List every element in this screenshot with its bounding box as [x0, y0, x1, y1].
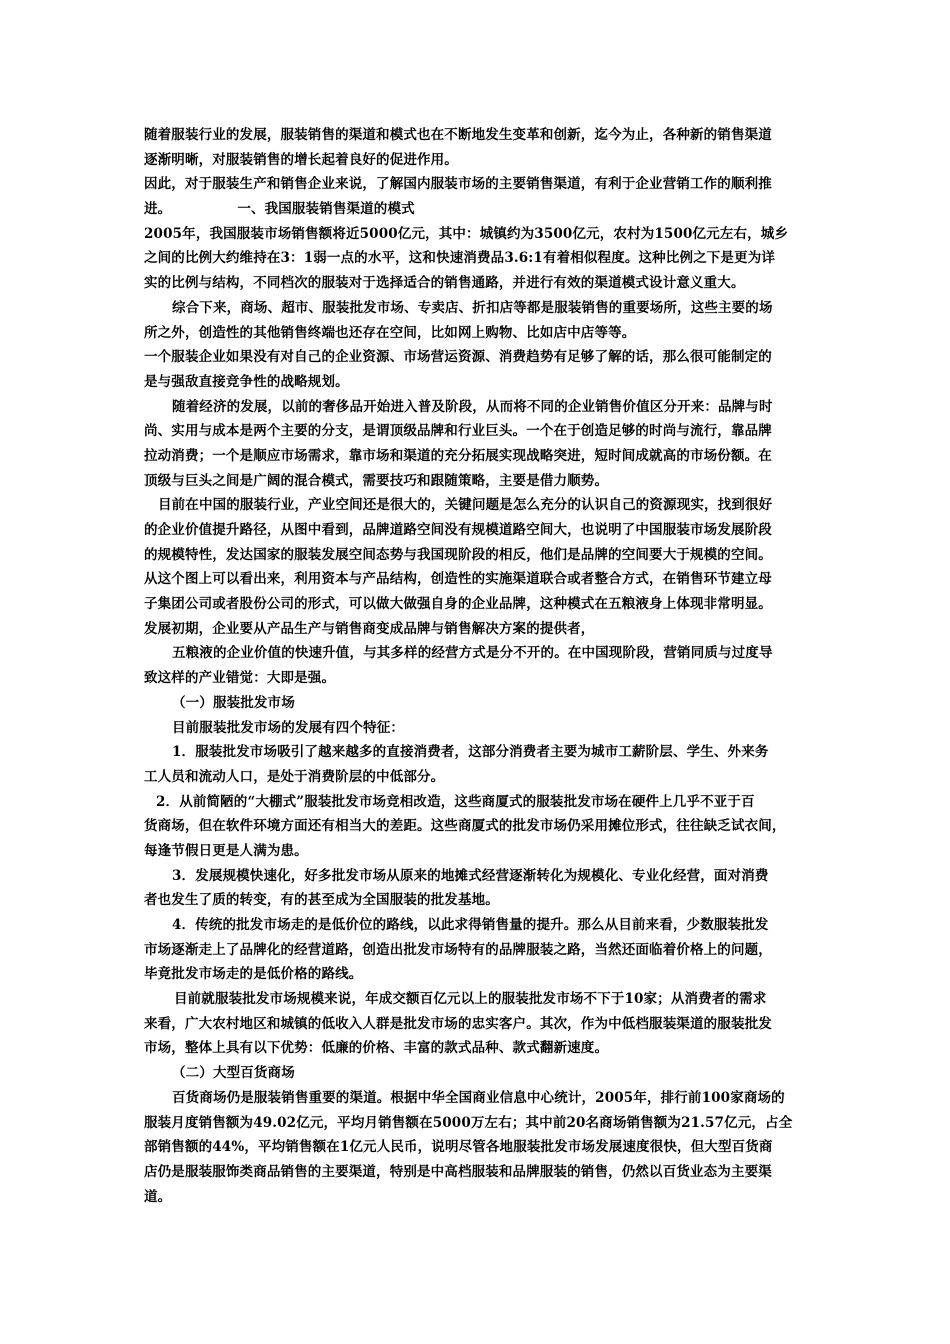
text-line: 市场，整体上具有以下优势：低廉的价格、丰富的款式品种、款式翻新速度。 — [144, 1040, 609, 1057]
text-line: 货商场，但在软件环境方面还有相当大的差距。这些商厦式的批发市场仍采用摊位形式，往往缺乏试衣间， — [144, 818, 786, 835]
text-line: 毕竟批发市场走的是低价格的路线。 — [144, 966, 363, 983]
text-line: 五粮液的企业价值的快速升值，与其多样的经营方式是分不开的。在中国现阶段，营销同质与过度导 — [172, 645, 773, 662]
section-heading: 一、我国服装销售渠道的模式 — [237, 201, 415, 218]
text-line: 尚、实用与成本是两个主要的分支，是谓顶级品牌和行业巨头。一个在于创造足够的时尚与流行，靠品牌 — [144, 423, 772, 440]
text-line: 拉动消费；一个是顺应市场需求，靠市场和渠道的充分拓展实现战略突进，短时间成就高的市场份额。在 — [144, 447, 772, 464]
text-line: 一个服装企业如果没有对自己的企业资源、市场营运资源、消费趋势有足够了解的话，那么很可能制定的 — [144, 349, 772, 366]
text-line: 之间的比例大约维持在3：1弱一点的水平，这和快速消费品3.6:1有着相似程度。这种比例之下是更为详 — [144, 250, 775, 267]
text-line: 来看，广大农村地区和城镇的低收入人群是批发市场的忠实客户。其次，作为中低档服装渠道的服装批发 — [144, 1015, 772, 1032]
text-line: 因此，对于服装生产和销售企业来说，了解国内服装市场的主要销售渠道，有利于企业营销工作的顺利推 — [144, 176, 772, 193]
list-item: 4．传统的批发市场走的是低价位的路线，以此求得销售量的提升。那么从目前来看，少数服装批发 — [172, 917, 769, 933]
text-line: 工人员和流动人口，是处于消费阶层的中低部分。 — [144, 768, 445, 785]
text-fragment: 进。 — [144, 201, 172, 218]
list-item: 1．服装批发市场吸引了越来越多的直接消费者，这部分消费者主要为城市工薪阶层、学生、外来务 — [172, 744, 769, 761]
text-line: 顶级与巨头之间是广阔的混合模式，需要技巧和跟随策略，主要是借力顺势。 — [144, 472, 609, 489]
text-line: 实的比例与结构，不同档次的服装对于选择适合的销售通路，并进行有效的渠道模式设计意义重大。 — [144, 275, 745, 292]
text-line: 者也发生了质的转变，有的甚至成为全国服装的批发基地。 — [144, 892, 499, 909]
text-line: 致这样的产业错觉：大即是强。 — [144, 670, 336, 687]
text-line: 目前在中国的服装行业，产业空间还是很大的，关键问题是怎么充分的认识自己的资源现实，找到很好 — [158, 497, 773, 514]
text-line: 每逢节假日更是人满为患。 — [144, 842, 308, 859]
text-line: 从这个图上可以看出来，利用资本与产品结构，创造性的实施渠道联合或者整合方式，在销售环节建立母 — [144, 571, 772, 588]
text-line: 的企业价值提升路径，从图中看到，品牌道路空间没有规模道路空间大，也说明了中国服装市场发展阶段 — [144, 522, 772, 538]
text-line: 随着服装行业的发展，服装销售的渠道和模式也在不断地发生变革和创新，迄今为止，各种新的销售渠道 — [144, 127, 772, 143]
text-line: 目前就服装批发市场规模来说，年成交额百亿元以上的服装批发市场不下于10家；从消费者的需求 — [174, 991, 767, 1008]
text-line: 的规模特性，发达国家的服装发展空间态势与我国现阶段的相反，他们是品牌的空间要大于规模的空间。 — [144, 546, 772, 563]
text-line: 综合下来，商场、超市、服装批发市场、专卖店、折扣店等都是服装销售的重要场所，这些主要的场 — [172, 299, 773, 316]
text-line: 目前服装批发市场的发展有四个特征： — [172, 719, 405, 736]
text-line: 道。 — [144, 1188, 172, 1205]
text-line: 店仍是服装服饰类商品销售的主要渠道，特别是中高档服装和品牌服装的销售，仍然以百货业态为主要渠 — [144, 1163, 772, 1180]
text-line: 随着经济的发展，以前的奢侈品开始进入普及阶段，从而将不同的企业销售价值区分开来：品牌与时 — [172, 398, 773, 415]
text-line: 发展初期，企业要从产品生产与销售商变成品牌与销售解决方案的提供者， — [144, 620, 595, 637]
text-line: 市场逐渐走上了品牌化的经营道路，创造出批发市场特有的品牌服装之路，当然还面临着价格上的问题， — [144, 941, 772, 958]
document-body — [144, 123, 814, 1209]
text-line: 逐渐明晰，对服装销售的增长起着良好的促进作用。 — [144, 151, 458, 168]
subsection-heading: （二）大型百货商场 — [172, 1065, 295, 1082]
text-line: 所之外，创造性的其他销售终端也还存在空间，比如网上购物、比如店中店等等。 — [144, 324, 636, 341]
text-line: 百货商场仍是服装销售重要的渠道。根据中华全国商业信息中心统计，2005年，排行前100家商场的 — [172, 1089, 785, 1106]
text-line: 子集团公司或者股份公司的形式，可以做大做强自身的企业品牌，这种模式在五粮液身上体现非常明显。 — [144, 596, 772, 613]
text-line: 服装月度销售额为49.02亿元，平均月销售额在5000万左右；其中前20名商场销售额为21.57亿元，占全 — [144, 1114, 793, 1131]
text-line: 2005年，我国服装市场销售额将近5000亿元，其中：城镇约为3500亿元，农村为1500亿元左右，城乡 — [144, 225, 789, 242]
subsection-heading: （一）服装批发市场 — [172, 694, 295, 711]
list-item: 3．发展规模快速化，好多批发市场从原来的地摊式经营逐渐转化为规模化、专业化经营，面对消费 — [172, 867, 769, 884]
text-line: 是与强敌直接竞争性的战略规划。 — [144, 373, 349, 390]
text-line: 部销售额的44%，平均销售额在1亿元人民币，说明尽管各地服装批发市场发展速度很快，但大型百货商 — [144, 1139, 773, 1156]
list-item: 2．从前简陋的“大棚式”服装批发市场竞相改造，这些商厦式的服装批发市场在硬件上几乎不亚于百 — [156, 793, 755, 810]
text-line — [144, 197, 814, 222]
